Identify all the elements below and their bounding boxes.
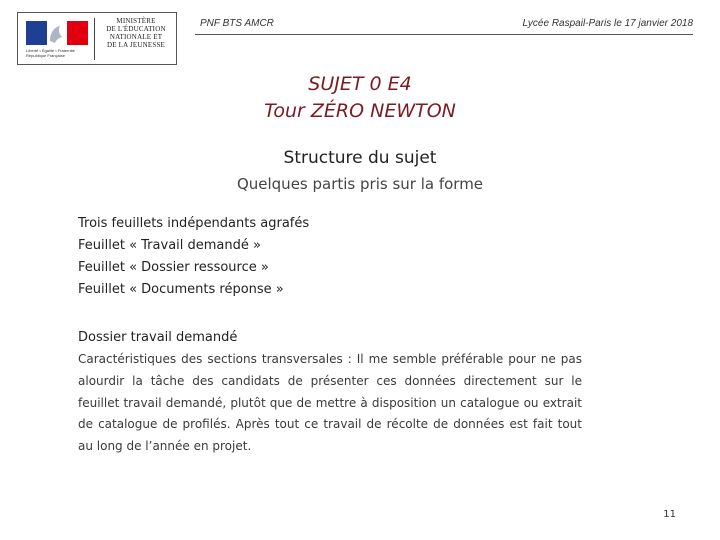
- logo-divider: [94, 18, 95, 60]
- list-item: Feuillet « Travail demandé »: [78, 238, 261, 253]
- title-line-2: Tour ZÉRO NEWTON: [264, 100, 456, 122]
- section-block: [78, 327, 582, 458]
- header-left-text: PNF BTS AMCR: [200, 18, 274, 29]
- page-number: 11: [663, 509, 676, 520]
- title-line-1: SUJET 0 E4: [308, 73, 412, 95]
- section-heading: Dossier travail demandé: [78, 330, 238, 345]
- subtitle: Structure du sujet: [283, 148, 437, 168]
- marianne-flag-icon: [26, 21, 88, 45]
- ministry-name: MINISTÈRE DE L'ÉDUCATION NATIONALE ET DE LA JEUNESSE: [106, 17, 166, 49]
- section-paragraph: Caractéristiques des sections transversales : Il me semble préférable pour ne pas alourdir la tâche des candidats de présenter ces données directement sur le feuillet travail demandé, plutôt que de mettre à disposition un catalogue ou extrait de catalogue de profilés. Après tout ce travail de récolte de données est fait tout au long de l’année en projet.: [78, 352, 582, 454]
- header-rule: [195, 34, 693, 35]
- list-item: Feuillet « Dossier ressource »: [78, 260, 269, 275]
- flag-caption: Liberté • Égalité • Fraternité République Française: [26, 48, 75, 58]
- sub-subtitle: Quelques partis pris sur la forme: [236, 175, 484, 193]
- sheet-list: [78, 213, 309, 301]
- list-item: Feuillet « Documents réponse »: [78, 282, 284, 297]
- ministry-logo: [17, 12, 177, 65]
- list-item: Trois feuillets indépendants agrafés: [78, 216, 310, 231]
- header-right-text: Lycée Raspail-Paris le 17 janvier 2018: [522, 18, 693, 29]
